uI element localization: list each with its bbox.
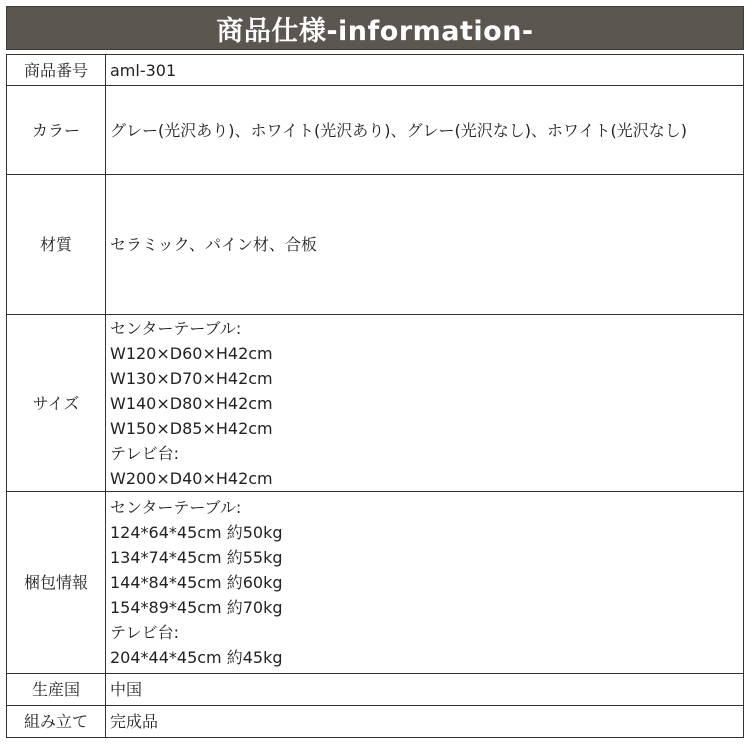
- spec-value-line: 144*84*45cm 約60kg: [110, 573, 283, 592]
- spec-row-material: [7, 175, 744, 315]
- spec-value-material: [106, 175, 744, 315]
- spec-table: [6, 54, 744, 738]
- spec-value-line: センターテーブル:: [110, 318, 242, 338]
- spec-label-origin: 生産国: [7, 674, 106, 706]
- spec-label-product-number: 商品番号: [7, 55, 106, 86]
- spec-value-color: [106, 86, 744, 175]
- spec-value-line: W150×D85×H42cm: [110, 418, 273, 438]
- spec-row-size: [7, 315, 744, 492]
- spec-label-packaging: 梱包情報: [7, 492, 106, 674]
- spec-value-line: 154*89*45cm 約70kg: [110, 598, 283, 617]
- spec-label-material: 材質: [7, 175, 106, 315]
- spec-value-line: W130×D70×H42cm: [110, 368, 273, 388]
- spec-value-line: aml-301: [110, 60, 177, 80]
- spec-value-line: セラミック、パイン材、合板: [110, 235, 318, 254]
- spec-value-origin: [106, 674, 744, 706]
- spec-value-line: 中国: [110, 680, 143, 699]
- spec-label-size: サイズ: [7, 315, 106, 492]
- spec-value-line: W140×D80×H42cm: [110, 393, 273, 413]
- spec-value-line: W120×D60×H42cm: [110, 343, 273, 363]
- spec-value-line: 完成品: [110, 712, 159, 731]
- spec-row-origin: [7, 674, 744, 706]
- spec-value-line: 124*64*45cm 約50kg: [110, 523, 283, 542]
- spec-row-packaging: [7, 492, 744, 674]
- spec-row-product-number: [7, 55, 744, 86]
- spec-value-line: 134*74*45cm 約55kg: [110, 548, 283, 567]
- spec-value-size: [106, 315, 744, 492]
- spec-value-packaging: [106, 492, 744, 674]
- spec-value-line: テレビ台:: [110, 623, 180, 642]
- spec-title: 商品仕様-information-: [216, 15, 534, 47]
- spec-value-assembly: [106, 706, 744, 738]
- spec-label-assembly: 組み立て: [7, 706, 106, 738]
- spec-value-product-number: [106, 55, 744, 86]
- spec-label-color: カラー: [7, 86, 106, 175]
- spec-value-line: センターテーブル:: [110, 498, 242, 517]
- spec-title-bar: [6, 6, 744, 50]
- spec-value-line: テレビ台:: [110, 443, 180, 463]
- spec-row-assembly: [7, 706, 744, 738]
- spec-value-line: W200×D40×H42cm: [110, 468, 273, 488]
- spec-row-color: [7, 86, 744, 175]
- spec-value-line: グレー(光沢あり)、ホワイト(光沢あり)、グレー(光沢なし)、ホワイト(光沢なし): [110, 120, 687, 140]
- spec-value-line: 204*44*45cm 約45kg: [110, 648, 283, 667]
